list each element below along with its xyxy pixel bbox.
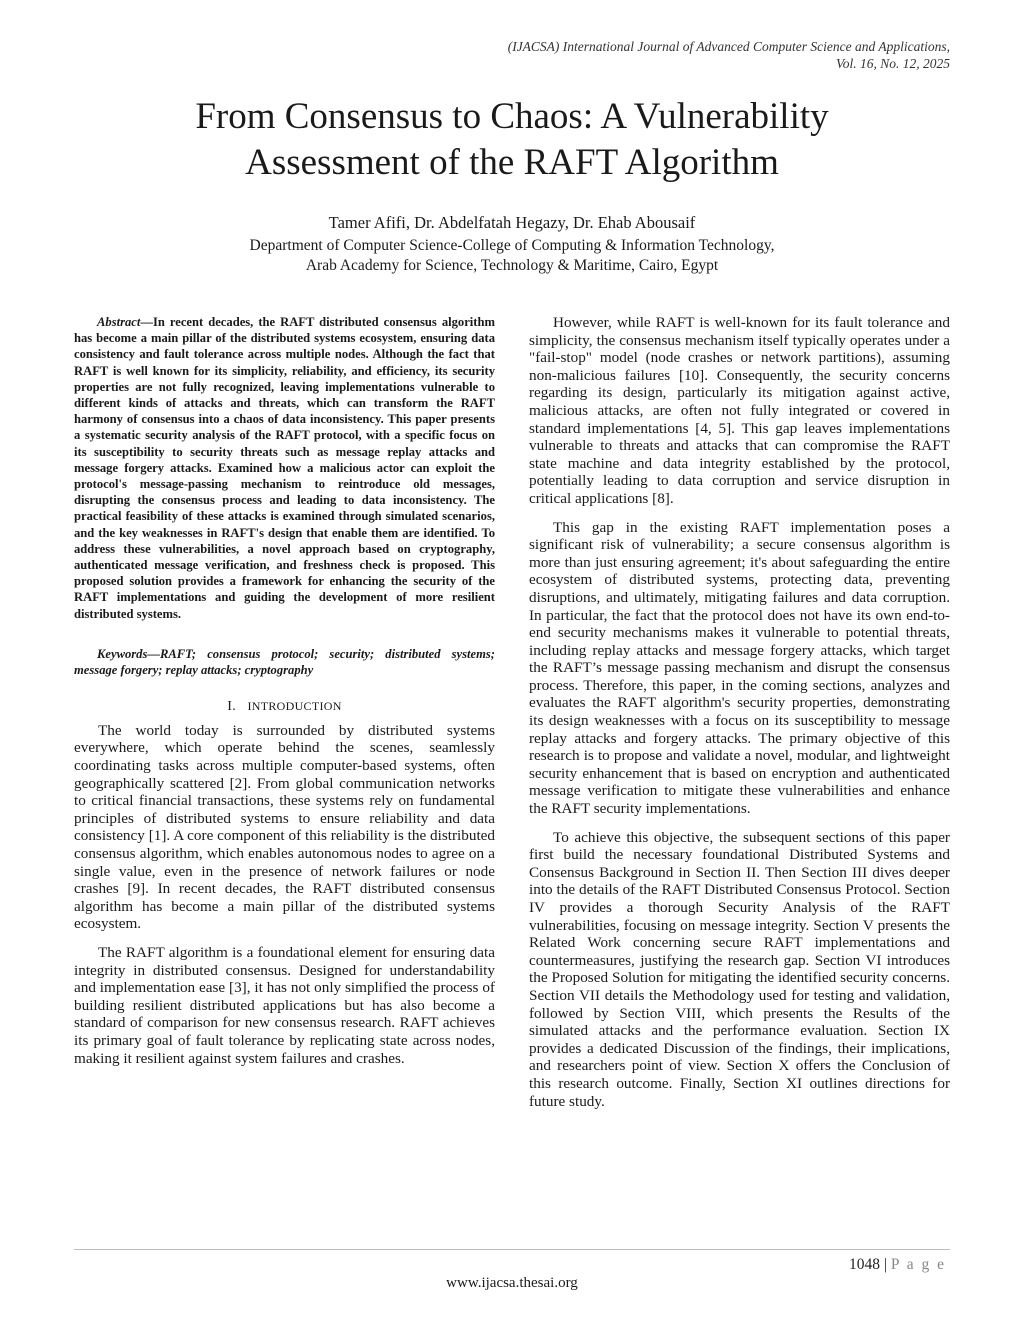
page-number-value: 1048 [848, 1256, 880, 1273]
paragraph: To achieve this objective, the subsequent sections of this paper first build the necessary foundational Distributed Systems and Consensus Background in Section II. Then Section III dives deeper into the details of the RAFT Distributed Consensus Protocol. Section IV provides a thorough Security Analysis of the RAFT vulnerabilities, focusing on message integrity. Section V presents the Related Work concerning secure RAFT implementations and countermeasures, justifying the research gap. Section VI introduces the Proposed Solution for mitigating the identified security concerns. Section VII details the Methodology used for testing and validation, followed by Section VIII, which presents the Results of the simulated attacks and the performance evaluation. Section IX provides a dedicated Discussion of the findings, their implications, and researchers point of view. Section X offers the Conclusion of this research outcome. Finally, Section XI outlines directions for future study. [529, 828, 950, 1110]
right-column [529, 314, 950, 1121]
section-heading-introduction [74, 698, 495, 716]
paragraph: The world today is surrounded by distributed systems everywhere, which operate behind the scenes, seamlessly coordinating tasks across multiple computer-based systems, often geographically scattered [2]. From global communication networks to critical financial transactions, these systems rely on fundamental principles of distributed systems to ensure reliability and data consistency [1]. A core component of this reliability is the distributed consensus algorithm, which enables autonomous nodes to agree on a single value, even in the presence of network failures or node crashes [9]. In recent decades, the RAFT distributed consensus algorithm has become a main pillar of the distributed systems ecosystem. [74, 721, 495, 933]
journal-name: (IJACSA) International Journal of Advanced Computer Science and Applications, [507, 39, 950, 54]
page-label: P a g e [890, 1256, 946, 1273]
paragraph: However, while RAFT is well-known for its fault tolerance and simplicity, the consensus mechanism itself typically operates under a "fail-stop" model (node crashes or network partitions), assuming non-malicious failures [10]. Consequently, the security concerns regarding its design, particularly its mitigation against active, malicious attacks, are often not fully integrated or covered in standard implementations [4, 5]. This gap leaves implementations vulnerable to threats and attacks that can compromise the RAFT state machine and data integrity established by the protocol, potentially leading to data corruption and service disruption in critical applications [8]. [529, 314, 950, 507]
paper-title [0, 94, 1024, 186]
title-line-2: Assessment of the RAFT Algorithm [245, 142, 779, 183]
footer-divider [74, 1249, 950, 1250]
section-title: INTRODUCTION [247, 699, 342, 714]
abstract-text: —In recent decades, the RAFT distributed consensus algorithm has become a main pillar of the distributed systems ecosystem, ensuring data consistency and fault tolerance across multiple nodes. Although the fact that RAFT is well known for its simplicity, reliability, and efficiency, its security properties are not fully recognized, leaving implementations vulnerable to different kinds of attacks and threats, which can transform the RAFT harmony of consensus into a chaos of data inconsistency. This paper presents a systematic security analysis of the RAFT protocol, with a specific focus on its susceptibility to security threats such as message replay attacks and message forgery attacks. Examined how a malicious actor can exploit the protocol's message-passing mechanism to reintroduce old messages, disrupting the consensus process and leading to data inconsistency. The practical feasibility of these attacks is examined through simulated scenarios, and the key weaknesses in RAFT's design that enable them are identified. To address these vulnerabilities, a novel approach based on cryptography, authenticated message verification, and freshness check is proposed. This proposed solution provides a framework for enhancing the security of the RAFT implementations and guiding the development of more resilient distributed systems. [74, 315, 495, 621]
title-line-1: From Consensus to Chaos: A Vulnerability [195, 96, 829, 137]
page-number-separator: | [883, 1256, 887, 1273]
journal-header [250, 38, 950, 72]
journal-volume: Vol. 16, No. 12, 2025 [835, 56, 950, 71]
left-column [74, 314, 495, 1078]
author-list: Tamer Afifi, Dr. Abdelfatah Hegazy, Dr. Ehab Abousaif [328, 213, 696, 232]
page-number [849, 1256, 946, 1274]
abstract-label: Abstract [97, 315, 141, 329]
paragraph: The RAFT algorithm is a foundational element for ensuring data integrity in distributed consensus. Designed for understandability and implementation ease [3], it has not only simplified the process of building resilient distributed applications but has also become a standard of comparison for new consensus research. RAFT achieves its primary goal of fault tolerance by replicating state across nodes, making it resilient against system failures and crashes. [74, 943, 495, 1067]
keywords: Keywords—RAFT; consensus protocol; security; distributed systems; message forgery; replay attacks; cryptography [74, 646, 495, 678]
section-number: I. [227, 699, 237, 715]
affiliation-line-1: Department of Computer Science-College of Computing & Information Technology, [249, 237, 775, 254]
affiliation-line-2: Arab Academy for Science, Technology & Maritime, Cairo, Egypt [305, 257, 719, 274]
affiliation [0, 236, 1024, 276]
abstract [74, 314, 495, 622]
paragraph: This gap in the existing RAFT implementation poses a significant risk of vulnerability; a secure consensus algorithm is more than just ensuring agreement; it's about safeguarding the entire ecosystem of distributed systems, protecting data, preventing disruptions, and ultimately, mitigating failures and data corruption. In particular, the fact that the protocol does not have its own end-to-end security mechanisms makes it vulnerable to potential threats, including replay attacks and message forgery attacks, which target the RAFT’s message passing mechanism and disrupt the consensus process. Therefore, this paper, in the coming sections, analyzes and evaluates the RAFT algorithm's security properties, demonstrating its design weaknesses with a focus on its susceptibility to message replay attacks and forgery attacks. The primary objective of this research is to propose and validate a novel, modular, and lightweight security enhancement that is based on encryption and authenticated message verification to mitigate these vulnerabilities and enhance the RAFT security implementations. [529, 518, 950, 818]
journal-website[interactable]: www.ijacsa.thesai.org [446, 1275, 578, 1291]
